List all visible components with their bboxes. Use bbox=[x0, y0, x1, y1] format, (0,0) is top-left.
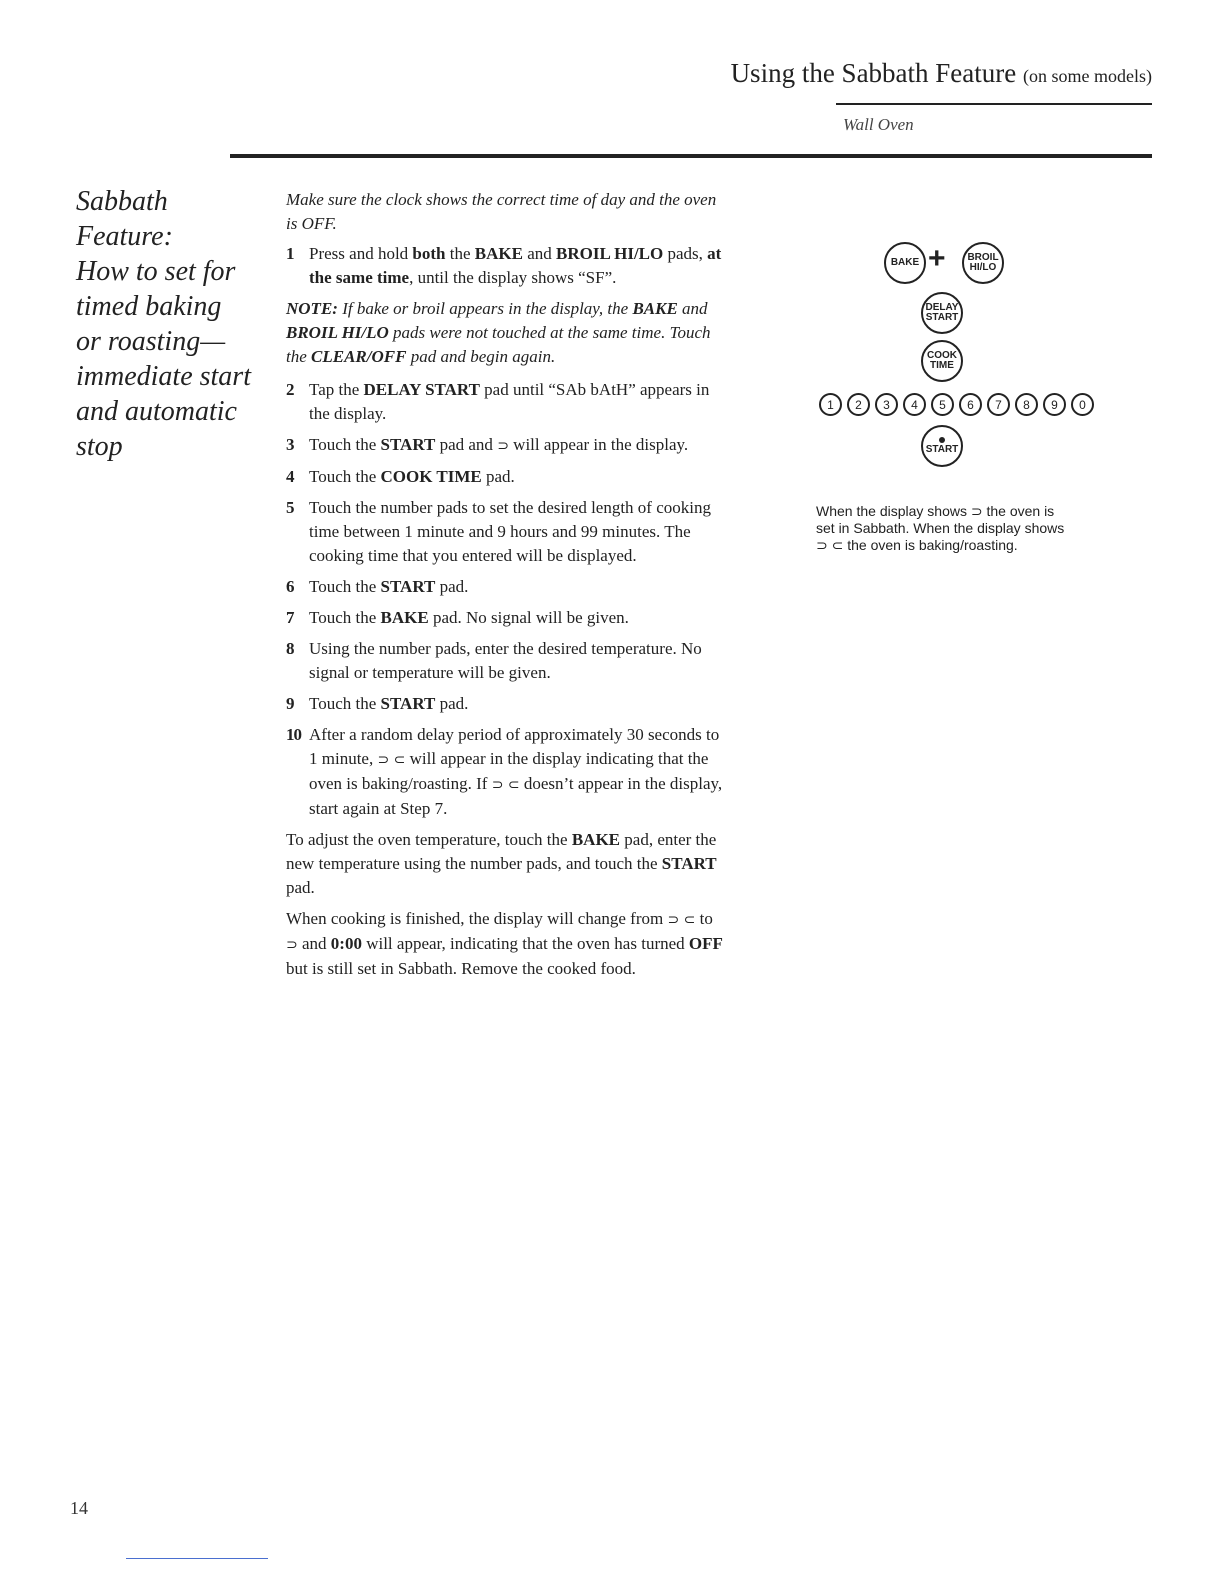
step-9 bbox=[286, 692, 726, 716]
heading-line: Feature: bbox=[76, 221, 173, 252]
step-text: Touch the BAKE pad. No signal will be given. bbox=[309, 608, 629, 627]
step-number: 3 bbox=[286, 435, 295, 454]
bake-pad: BAKE bbox=[884, 242, 926, 284]
page-title-main: Using the Sabbath Feature bbox=[730, 58, 1017, 88]
step-text: Touch the number pads to set the desired length of cooking time between 1 minute and 9 hours and 99 minutes. The cooking time that you entered will be displayed. bbox=[309, 498, 711, 565]
step-5 bbox=[286, 496, 726, 568]
section-divider bbox=[230, 154, 1152, 158]
step-number: 2 bbox=[286, 380, 295, 399]
page-number: 14 bbox=[70, 1498, 88, 1518]
intro-text: Make sure the clock shows the correct time of day and the oven is OFF. bbox=[286, 190, 717, 233]
heading-line: or roasting— bbox=[76, 326, 226, 357]
number-pad-7: 7 bbox=[987, 393, 1010, 416]
baking-symbol: ⊃ ⊂ bbox=[667, 912, 696, 928]
number-pad-1: 1 bbox=[819, 393, 842, 416]
step-text: Using the number pads, enter the desired temperature. No signal or temperature will be given. bbox=[309, 639, 702, 682]
finish-paragraph: When cooking is finished, the display will change from ⊃ ⊂ to ⊃ and 0:00 will appear, indicating that the oven has turned OFF but is still set in Sabbath. Remove the cooked food. bbox=[286, 909, 723, 978]
delay-start-pad: DELAY START bbox=[921, 292, 963, 334]
step-3 bbox=[286, 433, 726, 458]
step-number: 5 bbox=[286, 498, 295, 517]
step-text: Touch the START pad and ⊃ will appear in the display. bbox=[309, 435, 689, 454]
step-text: Press and hold both the BAKE and BROIL HI/LO pads, at the same time, until the display shows “SF”. bbox=[309, 244, 722, 287]
step-number: 8 bbox=[286, 639, 295, 658]
step-2 bbox=[286, 378, 726, 426]
step-number: 4 bbox=[286, 467, 295, 486]
step-number: 7 bbox=[286, 608, 295, 627]
step-number: 6 bbox=[286, 577, 295, 596]
sabbath-symbol: ⊃ bbox=[497, 438, 509, 454]
step-text: Touch the START pad. bbox=[309, 694, 469, 713]
number-pad-9: 9 bbox=[1043, 393, 1066, 416]
step-7 bbox=[286, 606, 726, 630]
step-text: Touch the COOK TIME pad. bbox=[309, 467, 515, 486]
step-text: Touch the START pad. bbox=[309, 577, 469, 596]
heading-line: and automatic bbox=[76, 396, 237, 427]
step-6 bbox=[286, 575, 726, 599]
number-pad-6: 6 bbox=[959, 393, 982, 416]
number-pad-5: 5 bbox=[931, 393, 954, 416]
step-text: Tap the DELAY START pad until “SAb bAtH” appears in the display. bbox=[309, 380, 710, 423]
page-title bbox=[560, 58, 1152, 89]
number-pad-0: 0 bbox=[1071, 393, 1094, 416]
heading-line: Sabbath bbox=[76, 186, 168, 217]
start-dot-icon bbox=[939, 437, 945, 443]
heading-line: stop bbox=[76, 431, 123, 462]
number-pad-3: 3 bbox=[875, 393, 898, 416]
page-subtitle: Wall Oven bbox=[843, 115, 914, 134]
note: NOTE: If bake or broil appears in the display, the BAKE and BROIL HI/LO pads were not touched at the same time. Touch the CLEAR/OFF pad and begin again. bbox=[286, 299, 711, 366]
heading-line: timed baking bbox=[76, 291, 222, 322]
section-heading bbox=[76, 184, 276, 464]
number-pad-2: 2 bbox=[847, 393, 870, 416]
heading-line: immediate start bbox=[76, 361, 251, 392]
step-10 bbox=[286, 723, 726, 821]
footer-rule bbox=[126, 1558, 268, 1559]
instructions bbox=[286, 188, 726, 988]
header-divider bbox=[836, 103, 1152, 105]
caption-text: When the display shows ⊃ the oven is set in Sabbath. When the display shows ⊃ ⊂ the oven is baking/roasting. bbox=[816, 503, 1065, 553]
broil-pad: BROIL HI/LO bbox=[962, 242, 1004, 284]
plus-sign: + bbox=[928, 242, 946, 275]
diagram-caption bbox=[816, 503, 1076, 554]
sabbath-symbol: ⊃ bbox=[286, 937, 298, 953]
step-text: After a random delay period of approximately 30 seconds to 1 minute, ⊃ ⊂ will appear in the display indicating that the oven is baking/roasting. If ⊃ ⊂ doesn’t appear in the display, start again at Step 7. bbox=[309, 725, 723, 818]
step-8 bbox=[286, 637, 726, 685]
cook-time-pad: COOK TIME bbox=[921, 340, 963, 382]
page-title-suffix: (on some models) bbox=[1023, 66, 1152, 86]
number-pad-8: 8 bbox=[1015, 393, 1038, 416]
step-number: 10 bbox=[286, 725, 301, 744]
baking-symbol: ⊃ ⊂ bbox=[377, 752, 406, 768]
heading-line: How to set for bbox=[76, 256, 236, 287]
step-1 bbox=[286, 242, 726, 290]
start-pad: START bbox=[921, 425, 963, 467]
number-pad-4: 4 bbox=[903, 393, 926, 416]
step-4 bbox=[286, 465, 726, 489]
step-number: 9 bbox=[286, 694, 295, 713]
adjust-paragraph: To adjust the oven temperature, touch the BAKE pad, enter the new temperature using the number pads, and touch the START pad. bbox=[286, 830, 717, 897]
step-number: 1 bbox=[286, 244, 295, 263]
baking-symbol: ⊃ ⊂ bbox=[491, 777, 520, 793]
